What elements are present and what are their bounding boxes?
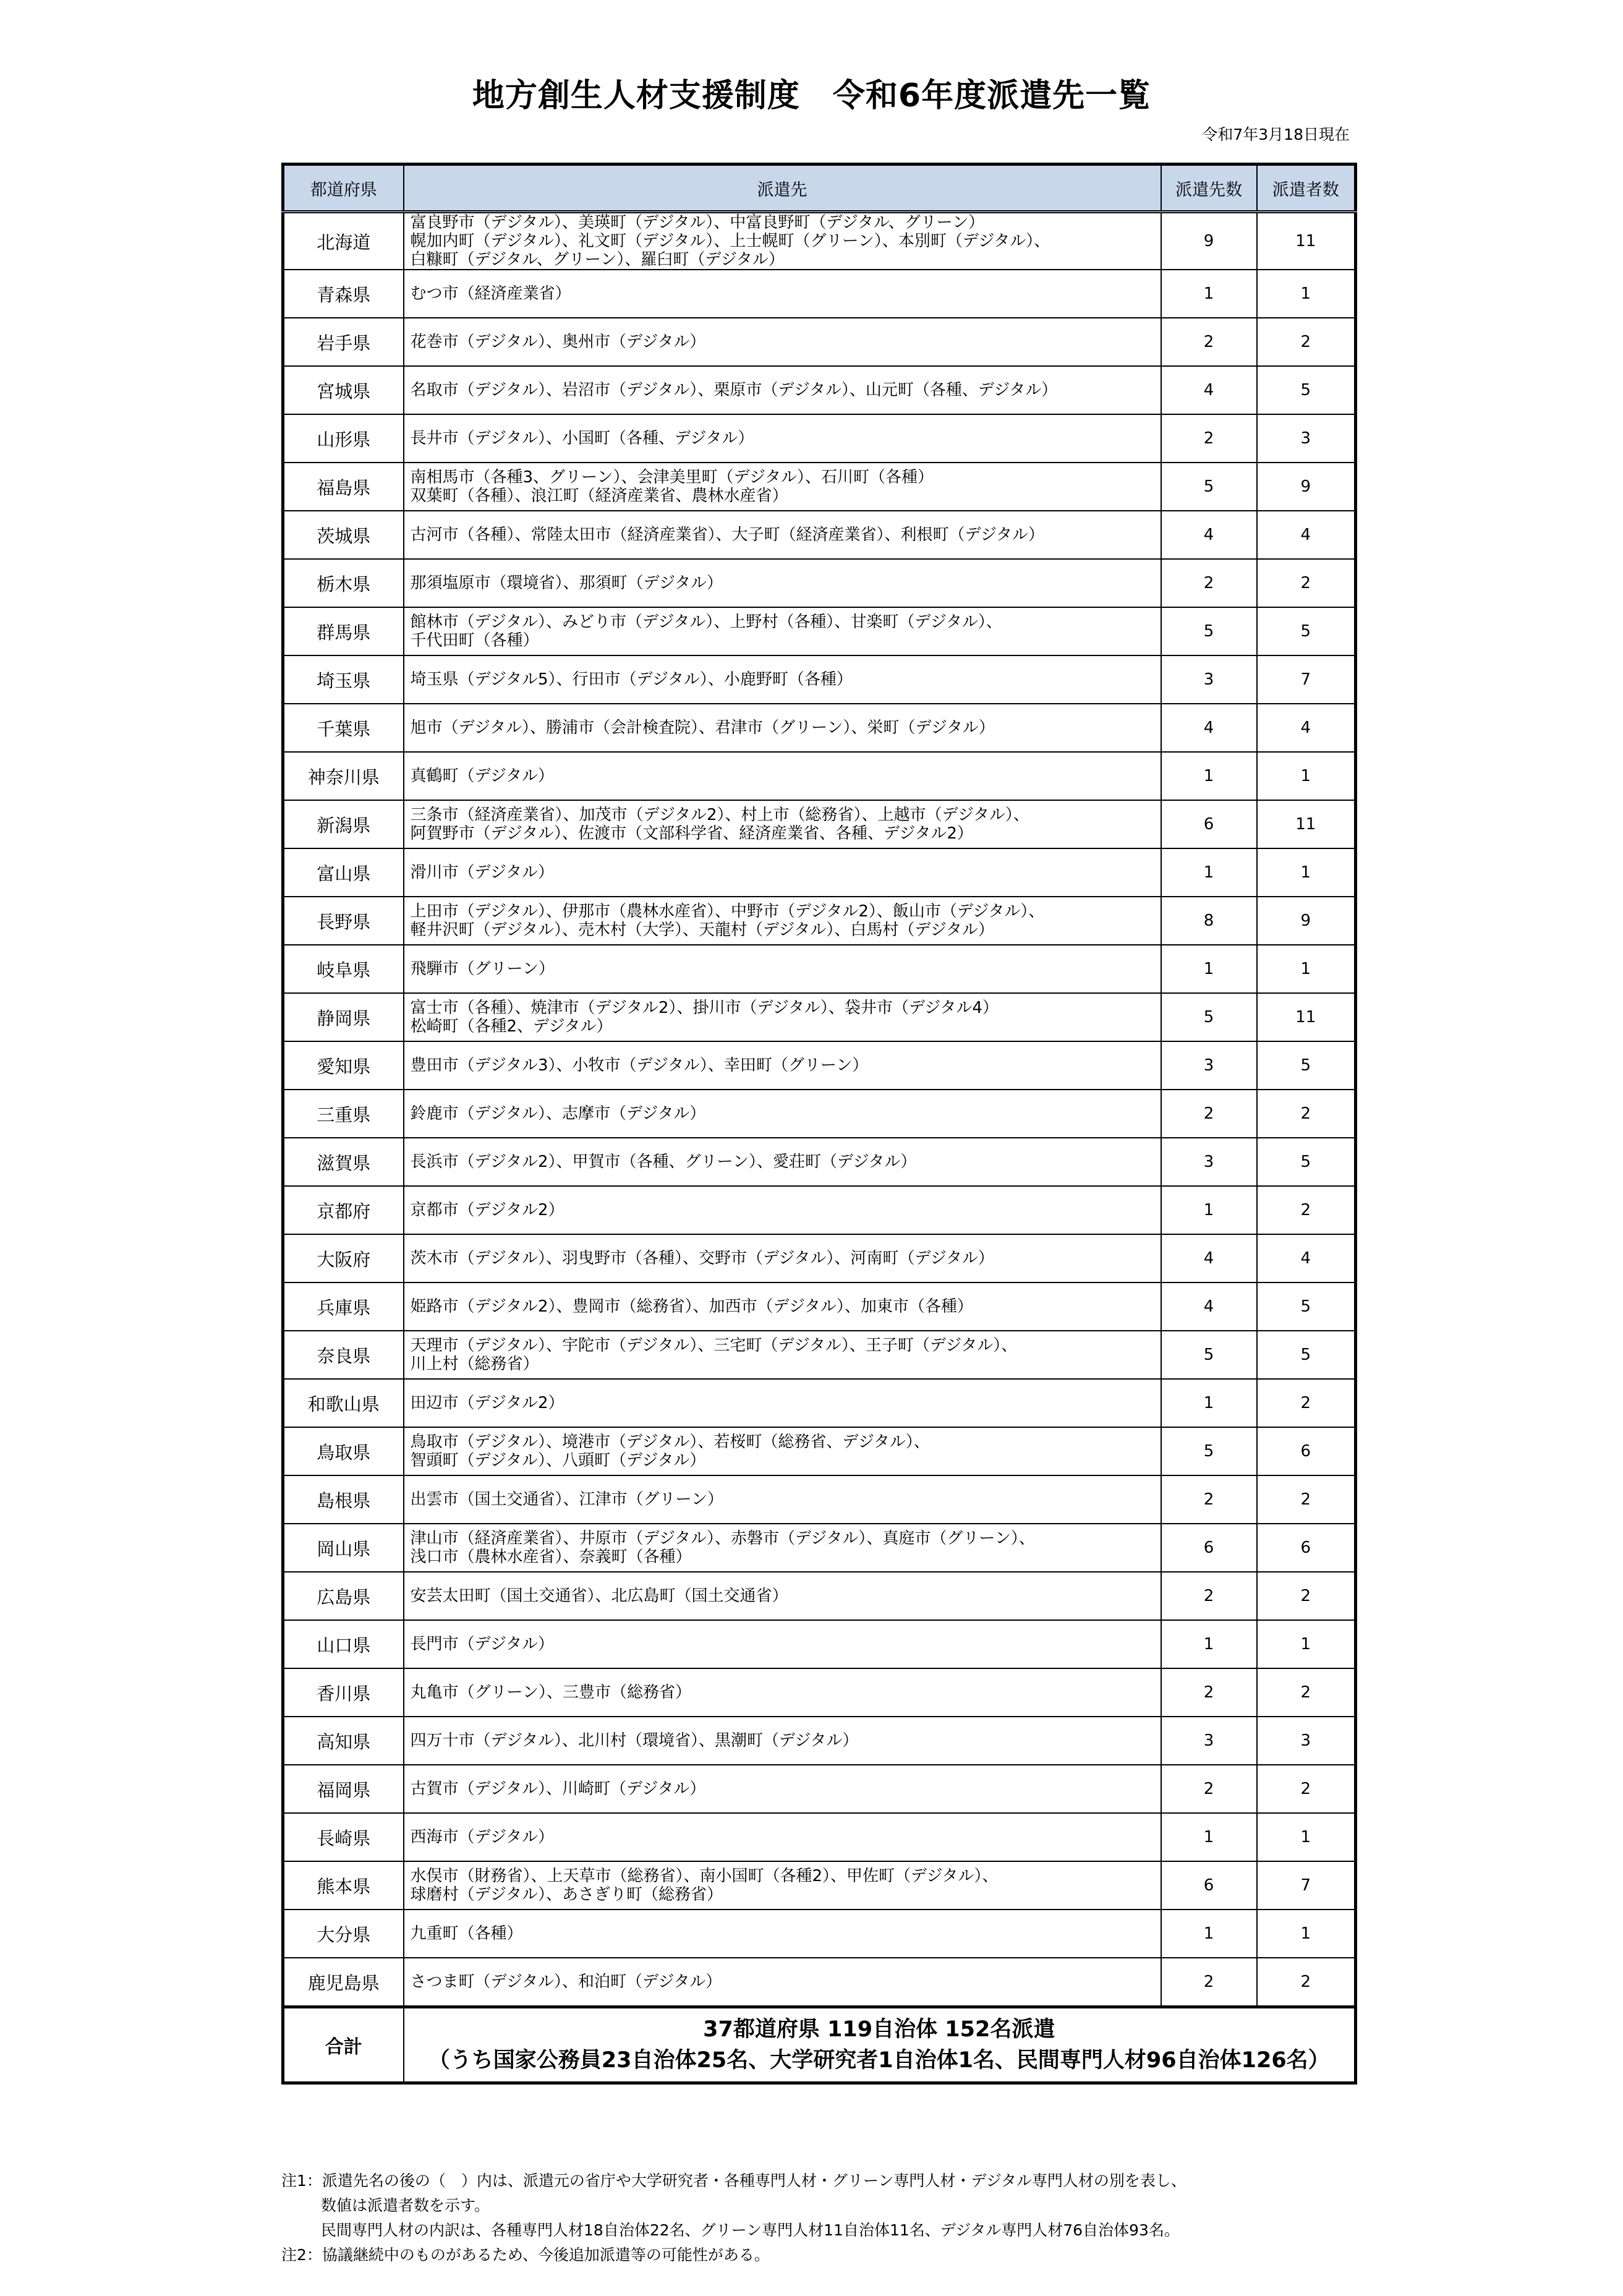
prefecture-cell: 高知県 bbox=[283, 1717, 404, 1765]
table-row bbox=[283, 848, 1356, 897]
table-row bbox=[283, 704, 1356, 752]
table-row bbox=[283, 1090, 1356, 1138]
destination-cell: 西海市（デジタル） bbox=[404, 1813, 1161, 1861]
note-2: 注2：協議継続中のものがあるため、今後追加派遣等の可能性がある。 bbox=[281, 2246, 770, 2264]
dest-count-cell: 5 bbox=[1161, 1427, 1257, 1475]
destination-cell: 長井市（デジタル）、小国町（各種、デジタル） bbox=[404, 414, 1161, 463]
table-row bbox=[283, 1668, 1356, 1717]
destination-cell: 津山市（経済産業省）、井原市（デジタル）、赤磐市（デジタル）、真庭市（グリーン）、 浅口市（農林水産省）、奈義町（各種） bbox=[404, 1524, 1161, 1572]
person-count-cell: 4 bbox=[1257, 511, 1356, 559]
prefecture-cell: 鹿児島県 bbox=[283, 1958, 404, 2007]
header-dest-count: 派遣先数 bbox=[1161, 164, 1257, 212]
dest-count-cell: 6 bbox=[1161, 1524, 1257, 1572]
destination-cell: 滑川市（デジタル） bbox=[404, 848, 1161, 897]
table-row bbox=[283, 655, 1356, 704]
note-1-line-2: 数値は派遣者数を示す。 bbox=[321, 2196, 490, 2214]
table-row bbox=[283, 607, 1356, 655]
table-row bbox=[283, 1138, 1356, 1186]
dest-count-cell: 4 bbox=[1161, 1234, 1257, 1282]
destination-cell: 古賀市（デジタル）、川崎町（デジタル） bbox=[404, 1765, 1161, 1813]
prefecture-cell: 長野県 bbox=[283, 897, 404, 945]
prefecture-cell: 滋賀県 bbox=[283, 1138, 404, 1186]
dest-count-cell: 1 bbox=[1161, 1186, 1257, 1234]
person-count-cell: 2 bbox=[1257, 1668, 1356, 1717]
dest-count-cell: 2 bbox=[1161, 1572, 1257, 1620]
dest-count-cell: 6 bbox=[1161, 1861, 1257, 1910]
prefecture-cell: 兵庫県 bbox=[283, 1282, 404, 1331]
person-count-cell: 1 bbox=[1257, 752, 1356, 800]
prefecture-cell: 福島県 bbox=[283, 463, 404, 511]
destination-cell: 九重町（各種） bbox=[404, 1910, 1161, 1958]
destination-cell: 四万十市（デジタル）、北川村（環境省）、黒潮町（デジタル） bbox=[404, 1717, 1161, 1765]
note-1-line-3: 民間専門人材の内訳は、各種専門人材18自治体22名、グリーン専門人材11自治体11名、デジタル専門人材76自治体93名。 bbox=[321, 2221, 1180, 2239]
destination-cell: 長浜市（デジタル2）、甲賀市（各種、グリーン）、愛荘町（デジタル） bbox=[404, 1138, 1161, 1186]
destination-cell: 上田市（デジタル）、伊那市（農林水産省）、中野市（デジタル2）、飯山市（デジタル）、 軽井沢町（デジタル）、売木村（大学）、天龍村（デジタル）、白馬村（デジタル） bbox=[404, 897, 1161, 945]
table-row bbox=[283, 1524, 1356, 1572]
table-row bbox=[283, 1379, 1356, 1427]
dest-count-cell: 4 bbox=[1161, 704, 1257, 752]
prefecture-cell: 三重県 bbox=[283, 1090, 404, 1138]
dest-count-cell: 1 bbox=[1161, 1910, 1257, 1958]
table-row bbox=[283, 414, 1356, 463]
dest-count-cell: 1 bbox=[1161, 1379, 1257, 1427]
prefecture-cell: 島根県 bbox=[283, 1475, 404, 1524]
prefecture-cell: 宮城県 bbox=[283, 366, 404, 414]
person-count-cell: 2 bbox=[1257, 1958, 1356, 2007]
table-row bbox=[283, 1861, 1356, 1910]
destination-cell: 天理市（デジタル）、宇陀市（デジタル）、三宅町（デジタル）、王子町（デジタル）、 川上村（総務省） bbox=[404, 1331, 1161, 1379]
prefecture-cell: 岩手県 bbox=[283, 318, 404, 366]
table-row bbox=[283, 1572, 1356, 1620]
dest-count-cell: 5 bbox=[1161, 1331, 1257, 1379]
destination-cell: 姫路市（デジタル2）、豊岡市（総務省）、加西市（デジタル）、加東市（各種） bbox=[404, 1282, 1161, 1331]
table-header-row bbox=[283, 164, 1356, 212]
prefecture-cell: 埼玉県 bbox=[283, 655, 404, 704]
person-count-cell: 9 bbox=[1257, 463, 1356, 511]
dest-count-cell: 2 bbox=[1161, 1668, 1257, 1717]
table-row bbox=[283, 1427, 1356, 1475]
prefecture-cell: 山口県 bbox=[283, 1620, 404, 1668]
dest-count-cell: 1 bbox=[1161, 945, 1257, 993]
dest-count-cell: 2 bbox=[1161, 1765, 1257, 1813]
dest-count-cell: 5 bbox=[1161, 607, 1257, 655]
destination-cell: さつま町（デジタル）、和泊町（デジタル） bbox=[404, 1958, 1161, 2007]
destination-cell: 名取市（デジタル）、岩沼市（デジタル）、栗原市（デジタル）、山元町（各種、デジタル） bbox=[404, 366, 1161, 414]
person-count-cell: 1 bbox=[1257, 1910, 1356, 1958]
destination-cell: 鳥取市（デジタル）、境港市（デジタル）、若桜町（総務省、デジタル）、 智頭町（デジタル）、八頭町（デジタル） bbox=[404, 1427, 1161, 1475]
person-count-cell: 5 bbox=[1257, 1041, 1356, 1090]
table-row bbox=[283, 1620, 1356, 1668]
prefecture-cell: 香川県 bbox=[283, 1668, 404, 1717]
person-count-cell: 2 bbox=[1257, 1090, 1356, 1138]
dest-count-cell: 5 bbox=[1161, 993, 1257, 1041]
table-row bbox=[283, 511, 1356, 559]
dest-count-cell: 1 bbox=[1161, 848, 1257, 897]
table-row bbox=[283, 559, 1356, 607]
person-count-cell: 2 bbox=[1257, 1475, 1356, 1524]
destination-cell: 那須塩原市（環境省）、那須町（デジタル） bbox=[404, 559, 1161, 607]
dest-count-cell: 3 bbox=[1161, 1138, 1257, 1186]
table-row bbox=[283, 993, 1356, 1041]
destination-cell: 旭市（デジタル）、勝浦市（会計検査院）、君津市（グリーン）、栄町（デジタル） bbox=[404, 704, 1161, 752]
prefecture-cell: 岡山県 bbox=[283, 1524, 404, 1572]
person-count-cell: 3 bbox=[1257, 414, 1356, 463]
total-summary bbox=[404, 2007, 1356, 2083]
person-count-cell: 5 bbox=[1257, 366, 1356, 414]
person-count-cell: 11 bbox=[1257, 993, 1356, 1041]
dest-count-cell: 3 bbox=[1161, 655, 1257, 704]
destination-cell: 長門市（デジタル） bbox=[404, 1620, 1161, 1668]
prefecture-cell: 岐阜県 bbox=[283, 945, 404, 993]
dest-count-cell: 8 bbox=[1161, 897, 1257, 945]
prefecture-cell: 長崎県 bbox=[283, 1813, 404, 1861]
person-count-cell: 2 bbox=[1257, 1765, 1356, 1813]
dest-count-cell: 2 bbox=[1161, 414, 1257, 463]
destination-cell: 古河市（各種）、常陸太田市（経済産業省）、大子町（経済産業省）、利根町（デジタル） bbox=[404, 511, 1161, 559]
person-count-cell: 5 bbox=[1257, 1331, 1356, 1379]
destination-cell: 水俣市（財務省）、上天草市（総務省）、南小国町（各種2）、甲佐町（デジタル）、 球磨村（デジタル）、あさぎり町（総務省） bbox=[404, 1861, 1161, 1910]
prefecture-cell: 奈良県 bbox=[283, 1331, 404, 1379]
prefecture-cell: 青森県 bbox=[283, 270, 404, 318]
person-count-cell: 1 bbox=[1257, 1813, 1356, 1861]
destination-cell: むつ市（経済産業省） bbox=[404, 270, 1161, 318]
dest-count-cell: 9 bbox=[1161, 212, 1257, 270]
dest-count-cell: 3 bbox=[1161, 1041, 1257, 1090]
person-count-cell: 9 bbox=[1257, 897, 1356, 945]
person-count-cell: 2 bbox=[1257, 1186, 1356, 1234]
destination-cell: 花巻市（デジタル）、奥州市（デジタル） bbox=[404, 318, 1161, 366]
prefecture-cell: 鳥取県 bbox=[283, 1427, 404, 1475]
destination-cell: 南相馬市（各種3、グリーン）、会津美里町（デジタル）、石川町（各種） 双葉町（各種）、浪江町（経済産業省、農林水産省） bbox=[404, 463, 1161, 511]
table-row bbox=[283, 318, 1356, 366]
table-body bbox=[283, 212, 1356, 2007]
dest-count-cell: 2 bbox=[1161, 318, 1257, 366]
prefecture-cell: 茨城県 bbox=[283, 511, 404, 559]
table-row bbox=[283, 1041, 1356, 1090]
table-row bbox=[283, 270, 1356, 318]
table-row bbox=[283, 1282, 1356, 1331]
table-row bbox=[283, 1717, 1356, 1765]
prefecture-cell: 新潟県 bbox=[283, 800, 404, 848]
table-row bbox=[283, 800, 1356, 848]
person-count-cell: 4 bbox=[1257, 704, 1356, 752]
table-row bbox=[283, 366, 1356, 414]
person-count-cell: 5 bbox=[1257, 1138, 1356, 1186]
as-of-date: 令和7年3月18日現在 bbox=[1202, 126, 1350, 143]
person-count-cell: 5 bbox=[1257, 607, 1356, 655]
person-count-cell: 2 bbox=[1257, 1379, 1356, 1427]
table-row bbox=[283, 1813, 1356, 1861]
prefecture-cell: 大阪府 bbox=[283, 1234, 404, 1282]
table-row bbox=[283, 212, 1356, 270]
person-count-cell: 3 bbox=[1257, 1717, 1356, 1765]
dest-count-cell: 1 bbox=[1161, 1813, 1257, 1861]
dest-count-cell: 4 bbox=[1161, 366, 1257, 414]
prefecture-cell: 千葉県 bbox=[283, 704, 404, 752]
person-count-cell: 4 bbox=[1257, 1234, 1356, 1282]
total-line-1: 37都道府県 119自治体 152名派遣 bbox=[703, 2017, 1055, 2042]
table-row bbox=[283, 945, 1356, 993]
destination-cell: 安芸太田町（国土交通省）、北広島町（国土交通省） bbox=[404, 1572, 1161, 1620]
prefecture-cell: 京都府 bbox=[283, 1186, 404, 1234]
page-title: 地方創生人材支援制度 令和6年度派遣先一覧 bbox=[472, 77, 1151, 114]
prefecture-cell: 富山県 bbox=[283, 848, 404, 897]
destination-cell: 茨木市（デジタル）、羽曳野市（各種）、交野市（デジタル）、河南町（デジタル） bbox=[404, 1234, 1161, 1282]
dest-count-cell: 2 bbox=[1161, 1090, 1257, 1138]
table-row bbox=[283, 1186, 1356, 1234]
prefecture-cell: 静岡県 bbox=[283, 993, 404, 1041]
prefecture-cell: 和歌山県 bbox=[283, 1379, 404, 1427]
dest-count-cell: 4 bbox=[1161, 511, 1257, 559]
dest-count-cell: 1 bbox=[1161, 1620, 1257, 1668]
destination-cell: 出雲市（国土交通省）、江津市（グリーン） bbox=[404, 1475, 1161, 1524]
prefecture-cell: 山形県 bbox=[283, 414, 404, 463]
dest-count-cell: 1 bbox=[1161, 270, 1257, 318]
destination-cell: 丸亀市（グリーン）、三豊市（総務省） bbox=[404, 1668, 1161, 1717]
table-row bbox=[283, 463, 1356, 511]
table-row bbox=[283, 1234, 1356, 1282]
table-row bbox=[283, 752, 1356, 800]
destination-cell: 富良野市（デジタル）、美瑛町（デジタル）、中富良野町（デジタル、グリーン） 幌加内町（デジタル）、礼文町（デジタル）、上士幌町（グリーン）、本別町（デジタル）、 白糠町（デジタル、グリーン）、羅臼町（デジタル） bbox=[404, 212, 1161, 270]
note-1-line-1: 注1：派遣先名の後の（ ）内は、派遣元の省庁や大学研究者・各種専門人材・グリーン専門人材・デジタル専門人材の別を表し、 bbox=[281, 2172, 1186, 2190]
header-prefecture: 都道府県 bbox=[283, 164, 404, 212]
person-count-cell: 2 bbox=[1257, 559, 1356, 607]
person-count-cell: 7 bbox=[1257, 655, 1356, 704]
prefecture-cell: 福岡県 bbox=[283, 1765, 404, 1813]
total-label: 合計 bbox=[283, 2007, 404, 2083]
table-row bbox=[283, 1765, 1356, 1813]
total-line-2: （うち国家公務員23自治体25名、大学研究者1自治体1名、民間専門人材96自治体126名） bbox=[428, 2048, 1330, 2073]
dest-count-cell: 2 bbox=[1161, 1475, 1257, 1524]
dest-count-cell: 4 bbox=[1161, 1282, 1257, 1331]
destination-cell: 飛騨市（グリーン） bbox=[404, 945, 1161, 993]
person-count-cell: 6 bbox=[1257, 1427, 1356, 1475]
destination-cell: 館林市（デジタル）、みどり市（デジタル）、上野村（各種）、甘楽町（デジタル）、 千代田町（各種） bbox=[404, 607, 1161, 655]
destination-cell: 田辺市（デジタル2） bbox=[404, 1379, 1161, 1427]
table-row bbox=[283, 1910, 1356, 1958]
destination-cell: 豊田市（デジタル3）、小牧市（デジタル）、幸田町（グリーン） bbox=[404, 1041, 1161, 1090]
table-row bbox=[283, 1331, 1356, 1379]
destination-cell: 三条市（経済産業省）、加茂市（デジタル2）、村上市（総務省）、上越市（デジタル）、 阿賀野市（デジタル）、佐渡市（文部科学省、経済産業省、各種、デジタル2） bbox=[404, 800, 1161, 848]
person-count-cell: 7 bbox=[1257, 1861, 1356, 1910]
dest-count-cell: 2 bbox=[1161, 1958, 1257, 2007]
person-count-cell: 1 bbox=[1257, 270, 1356, 318]
person-count-cell: 5 bbox=[1257, 1282, 1356, 1331]
prefecture-cell: 神奈川県 bbox=[283, 752, 404, 800]
person-count-cell: 1 bbox=[1257, 945, 1356, 993]
person-count-cell: 1 bbox=[1257, 848, 1356, 897]
destination-cell: 真鶴町（デジタル） bbox=[404, 752, 1161, 800]
prefecture-cell: 群馬県 bbox=[283, 607, 404, 655]
dest-count-cell: 5 bbox=[1161, 463, 1257, 511]
dest-count-cell: 3 bbox=[1161, 1717, 1257, 1765]
prefecture-cell: 栃木県 bbox=[283, 559, 404, 607]
destination-cell: 埼玉県（デジタル5）、行田市（デジタル）、小鹿野町（各種） bbox=[404, 655, 1161, 704]
person-count-cell: 11 bbox=[1257, 800, 1356, 848]
prefecture-cell: 北海道 bbox=[283, 212, 404, 270]
person-count-cell: 6 bbox=[1257, 1524, 1356, 1572]
header-person-count: 派遣者数 bbox=[1257, 164, 1356, 212]
prefecture-cell: 愛知県 bbox=[283, 1041, 404, 1090]
person-count-cell: 11 bbox=[1257, 212, 1356, 270]
person-count-cell: 1 bbox=[1257, 1620, 1356, 1668]
destination-cell: 鈴鹿市（デジタル）、志摩市（デジタル） bbox=[404, 1090, 1161, 1138]
header-destination: 派遣先 bbox=[404, 164, 1161, 212]
dest-count-cell: 6 bbox=[1161, 800, 1257, 848]
table-row bbox=[283, 1475, 1356, 1524]
dest-count-cell: 1 bbox=[1161, 752, 1257, 800]
table-row bbox=[283, 1958, 1356, 2007]
table-row bbox=[283, 897, 1356, 945]
prefecture-cell: 熊本県 bbox=[283, 1861, 404, 1910]
dest-count-cell: 2 bbox=[1161, 559, 1257, 607]
footnotes bbox=[281, 2169, 1456, 2268]
destination-cell: 富士市（各種）、焼津市（デジタル2）、掛川市（デジタル）、袋井市（デジタル4） 松崎町（各種2、デジタル） bbox=[404, 993, 1161, 1041]
total-row bbox=[283, 2007, 1356, 2083]
dispatch-table bbox=[281, 163, 1357, 2085]
destination-cell: 京都市（デジタル2） bbox=[404, 1186, 1161, 1234]
prefecture-cell: 大分県 bbox=[283, 1910, 404, 1958]
person-count-cell: 2 bbox=[1257, 318, 1356, 366]
prefecture-cell: 広島県 bbox=[283, 1572, 404, 1620]
person-count-cell: 2 bbox=[1257, 1572, 1356, 1620]
